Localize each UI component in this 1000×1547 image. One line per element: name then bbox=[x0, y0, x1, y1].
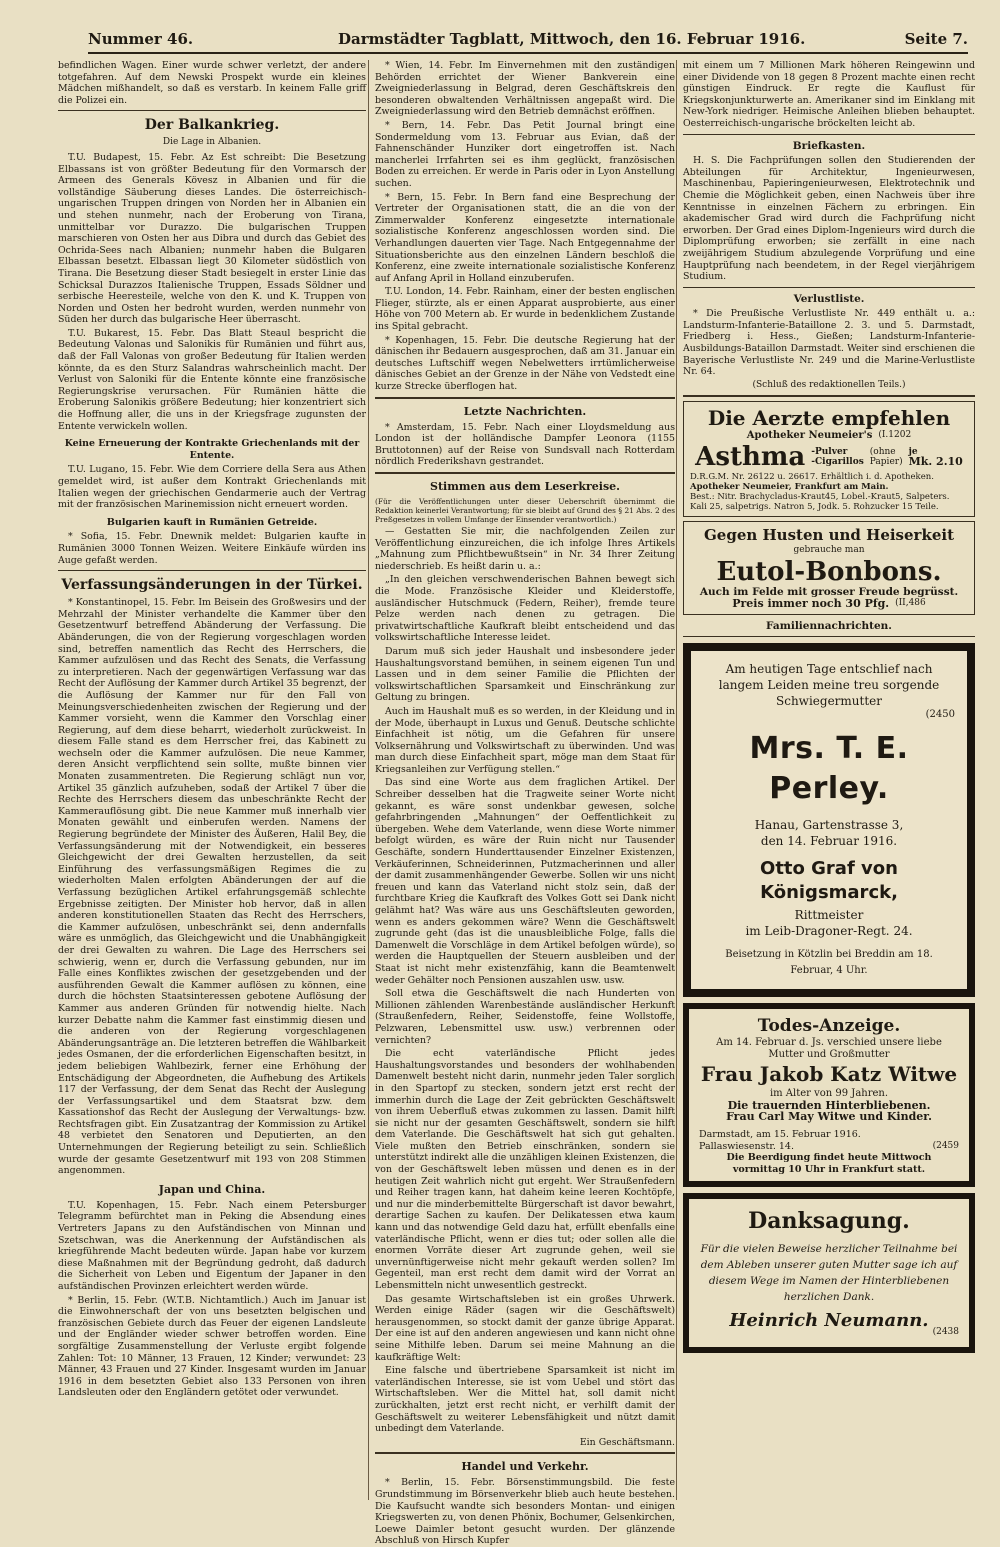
article-paragraph: * Berlin, 15. Febr. Börsenstimmungsbild. Die feste Grundstimmung im Börsenverkehr blieb auch heute bestehen. Die Kaufsucht wandte sich besonders Montan- und einigen Kriegswerten zu, von denen Phönix, Bochumer, Gelsenkirchen, Loewe Daimler betont gesucht wurden. Der glänzende Abschluß von Hirsch Kupfer bbox=[375, 1477, 675, 1547]
paper-title: Darmstädter Tagblatt, Mittwoch, den 16. Februar 1916. bbox=[338, 30, 806, 48]
article-paragraph: * Kopenhagen, 15. Febr. Die deutsche Regierung hat der dänischen ihr Bedauern ausgesprochen, daß am 31. Januar ein deutsches Luftschiff wegen Nebelwetters irrtümlicherweise dänisches Gebiet an der Grenze in der Nähe von Vedstedt eine kurze Strecke überflogen hat. bbox=[375, 334, 675, 393]
ad-variants bbox=[811, 447, 864, 467]
obituary-regiment: im Leib-Dragoner-Regt. 24. bbox=[745, 924, 913, 938]
article-paragraph: * Berlin, 15. Febr. (W.T.B. Nichtamtlich.) Auch im Januar ist die Einwohnerschaft der von uns besetzten belgischen und französischen Gebiete durch das Feuer der eigenen Landsleute und der Engländer wieder schwer betroffen worden. Eine sorgfältige Zusammenstellung der Verluste ergibt folgende Zahlen: Tot: 10 Männer, 13 Frauen, 12 Kinder; verwundet: 23 Männer, 43 Frauen und 27 Kinder. Insgesamt wurden im Januar 1916 in dem besetzten Gebiet also 133 Personen von ihren Landsleuten oder den Engländern getötet oder verwundet. bbox=[58, 1294, 366, 1399]
ad-brand-row bbox=[690, 430, 968, 442]
ad-variant: -Pulver bbox=[811, 447, 848, 458]
article-paragraph: T.U. London, 14. Febr. Rainham, einer der besten englischen Flieger, stürzte, als er einen Apparat ausprobierte, aus einer Höhe von 700 Metern ab. Er wurde in bedenklichem Zustande ins Spital gebracht. bbox=[375, 286, 675, 333]
death-notice-name: Frau Jakob Katz Witwe bbox=[700, 1062, 958, 1087]
ad-price-label: je bbox=[908, 447, 918, 458]
section-heading-family: Familiennachrichten. bbox=[766, 619, 892, 632]
ad-paren bbox=[870, 447, 903, 467]
article-continuation: befindlichen Wagen. Einer wurde schwer verletzt, der andere totgefahren. Auf dem Newski Prospekt wurde ein kleines Mädchen mißhandelt, so daß es verstarb. In keinem Falle griff die Polizei ein. bbox=[58, 60, 366, 106]
article-paragraph: * Konstantinopel, 15. Febr. Im Beisein des Großwesirs und der Mehrzahl der Minister verhandelte die Kammer über den Gesetzentwurf betreffend Abänderung der Verfassung. Die Abänderungen, die von der Regierung vorgeschlagen worden sind, betreffen namentlich das Recht des Herrschers, die Kammer aufzulösen und das Recht des Senats, die Verfassung zu interpretieren. Nach der gegenwärtigen Verfassung war das Recht der Auflösung der Kammer durch Artikel 35 begrenzt, der die Auflösung der Kammer nur für den Fall von Meinungsverschiedenheiten zwischen der Regierung und der Kammer vorsieht, wenn die Kammer den Vorschlag einer Regierung, auf dem diese beharrt, wiederholt zurückweist. In diesem Falle stand es dem Herrscher frei, das Kabinett zu wechseln oder die Kammer aufzulösen. Die neue Kammer, deren Ansicht verpflichtend sein sollte, mußte binnen vier Monaten zusammentreten. Die Regierung schlägt nun vor, Artikel 35 gänzlich aufzuheben, sodaß der Artikel 7 über die Rechte des Herrschers diesem das unbeschränkte Recht der Kammerauflösung gibt. Die neue Kammer muß innerhalb vier Monaten gewählt und einberufen werden. Namens der Regierung begründete der Minister des Äußeren, Halil Bey, die Verfassungsänderung mit der Notwendigkeit, ein besseres Gleichgewicht der drei Gewalten herzustellen, da seit Einführung des verfassungsmäßigen Regimes die zu wiederholten Malen erfolgten Abänderungen der auf die Verfassung bezüglichen Artikel erfahrungsgemäß schlechte Ergebnisse zeitigten. Der Minister hob hervor, daß in allen anderen konstitutionellen Staaten das Recht des Herrschers, die Kammer aufzulösen, unbeschränkt sei, denn andernfalls wäre es unmöglich, das Gleichgewicht und die Unabhängigkeit der drei Gewalten zu wahren. Die Lage des Herrschers sei schwierig, wenn er, durch die Verfassung gebunden, nur im Falle eines Konfliktes zwischen der gesetzgebenden und der ausführenden Gewalt die Kammer auflösen zu können, eine durch die höchsten Staatsinteressen gebotene Auflösung der Kammer aus anderen Gründen für notwendig hielte. Nach kurzer Debatte nahm die Kammer fast einstimmig diesen und die anderen von der Regierung vorgeschlagenen Abänderungsanträge an. Die letzteren betreffen die Wählbarkeit jedes Osmanen, der die erforderlichen Eigenschaften besitzt, in jedem beliebigen Wahlbezirk, ferner eine Erhöhung der Entschädigung der Abgeordneten, die Aufhebung des Artikels 117 der Verfassung, der dem Senat das Recht der Auslegung der Verfassungsartikel und dem Staatsrat bzw. dem Kassationshof das Recht der Auslegung der Verwaltungs- bzw. Rechtsfragen gibt. Ein Zusatzantrag der Kommission zu Artikel 48 verbietet den Senatoren und Deputierten, an den Unternehmungen der Regierung beteiligt zu sein. Schließlich wurde der gesamte Gesetzentwurf mit 193 von 208 Stimmen angenommen. bbox=[58, 597, 366, 1177]
obituary-signer: Otto Graf von Königsmarck, bbox=[760, 858, 898, 903]
divider bbox=[375, 397, 675, 399]
ad-detail: Auch im Felde mit grosser Freude begrüsst. bbox=[699, 585, 959, 598]
section-heading-casualties: Verlustliste. bbox=[793, 292, 865, 305]
death-notice-reference: (2459 bbox=[932, 1140, 959, 1151]
masthead bbox=[88, 30, 968, 54]
ad-price: Preis immer noch 30 Pfg. bbox=[732, 597, 890, 611]
section-heading-bulgaria: Bulgarien kauft in Rumänien Getreide. bbox=[106, 516, 318, 528]
ad-detail: Apotheker Neumeier, Frankfurt am Main. bbox=[690, 482, 889, 493]
section-subheading-albania: Die Lage in Albanien. bbox=[162, 137, 262, 148]
thanks-title: Danksagung. bbox=[748, 1208, 910, 1235]
ad-paren-text: (ohne bbox=[869, 447, 896, 458]
obituary-place: Hanau, Gartenstrasse 3, bbox=[754, 818, 904, 832]
divider bbox=[375, 472, 675, 474]
ad-headline: Die Aerzte empfehlen bbox=[707, 406, 951, 431]
thanks-notice bbox=[683, 1193, 975, 1352]
obituary-rank: Rittmeister bbox=[794, 908, 864, 922]
ad-subline: gebrauche man bbox=[793, 545, 865, 556]
article-paragraph: H. S. Die Fachprüfungen sollen den Studierenden der Abteilungen für Architektur, Ingenieurwesen, Maschinenbau, Papieringenieurwesen, Elektrotechnik und Chemie die Möglichkeit geben, einen Nachweis über ihre Kenntnisse in einzelnen Fächern zu erbringen. Ein akademischer Grad wird durch die Fachprüfung nicht erworben. Der Grad eines Diplom-Ingenieurs wird durch die Diplomprüfung erworben; sie zerfällt in eine nach zweijährigem Studium abzulegende Vorprüfung und eine Hauptprüfung nach beendetem, in der Regel vierjährigem Studium. bbox=[683, 155, 975, 283]
death-notice-mourners: Die trauernden Hinterbliebenen. bbox=[727, 1098, 931, 1112]
divider bbox=[375, 1452, 675, 1454]
death-notice-street: Pallaswiesenstr. 14. bbox=[699, 1140, 794, 1152]
ad-price-row bbox=[690, 598, 968, 610]
article-paragraph: T.U. Lugano, 15. Febr. Wie dem Corriere della Sera aus Athen gemeldet wird, ist außer dem Kontrakt Griechenlands mit Italien wegen der griechischen Gendarmerie auch der Vertrag mit der französischen Marinemission nicht erneuert worden. bbox=[58, 464, 366, 511]
thanks-text: Für die vielen Beweise herzlicher Teilnahme bei dem Ableben unserer guten Mutter sage ich auf diesem Wege im Namen der Hinterbliebenen herzlichen Dank. bbox=[700, 1243, 958, 1304]
death-notice-family: Frau Carl May Witwe und Kinder. bbox=[726, 1110, 932, 1124]
ad-paren-text: Papier) bbox=[869, 457, 903, 468]
obituary-perley bbox=[683, 643, 975, 997]
ad-variant: -Cigarillos bbox=[811, 457, 864, 468]
editorial-end-note: (Schluß des redaktionellen Teils.) bbox=[752, 379, 906, 390]
section-heading-latest: Letzte Nachrichten. bbox=[463, 404, 587, 418]
advertisement-asthma bbox=[683, 401, 975, 517]
section-heading-readers: Stimmen aus dem Leserkreise. bbox=[430, 480, 620, 493]
section-heading-turkey: Verfassungsänderungen in der Türkei. bbox=[61, 577, 363, 594]
section-heading-japan: Japan und China. bbox=[158, 1182, 266, 1196]
thanks-reference: (2438 bbox=[932, 1326, 959, 1337]
death-notice-place: Darmstadt, am 15. Februar 1916. bbox=[699, 1128, 861, 1140]
article-paragraph: Die echt vaterländische Pflicht jedes Haushaltungsvorstandes und besonders der wohlhabenden Damenwelt besteht nicht darin, nunmehr jeden Taler sorglich in den Spartopf zu stecken, sondern jetzt erst recht der immerhin durch die Lage der Zeit gebrückten Geschäftswelt von ihrem Ueberfluß etwas zukommen zu lassen. Damit hilft sie nicht nur der gesamten Geschäftswelt, sondern sie hilft dem Vaterlande. Die Geschäftswelt hat sich gut gehalten. Viele mußten den Betrieb einschränken, sondern sie unterstützt indirekt alle die unzähligen kleinen Existenzen, die von der Geschäftswelt leben müssen und denen es in der heutigen Zeit wahrlich nicht gut ergeht. Wer Straußenfedern und Reiher tragen kann, hat daheim keine leeren Kochtöpfe, und nur die minderbemittelte Bürgerschaft ist davor bewahrt, derartige Sachen zu kaufen. Der Delikatessen etwa kaum kann und das notwendige Geld dazu hat, erfüllt ebenfalls eine vaterländische Pflicht, wenn er dies tut; oder sollen alle die enormen Vorräte dieser Art zugrunde gehen, weil sie unvernünftigerweise nicht mehr gekauft werden sollen? Im Gegenteil, man erst recht dem damit wird der Vorrat an Lebensmitteln nicht unwesentlich gestreckt. bbox=[375, 1048, 675, 1291]
ad-headline: Gegen Husten und Heiserkeit bbox=[703, 526, 955, 545]
obituary-burial: Beisetzung in Kötzlin bei Breddin am 18. Februar, 4 Uhr. bbox=[725, 949, 933, 976]
article-paragraph: T.U. Kopenhagen, 15. Febr. Nach einem Petersburger Telegramm befürchtet man in Peking die Absendung eines Vertreters Japans zu den Aufständischen von Minnan und Szetschwan, was die Anerkennung der Aufständischen als kriegführende Macht bedeuten würde. Japan habe vor kurzem diese Maßnahmen mit der Begründung gedroht, daß dadurch die Sicherheit von Leben und Eigentum der Japaner in den aufständischen Provinzen erleichtert werden würde. bbox=[58, 1199, 366, 1292]
article-paragraph: * Sofia, 15. Febr. Dnewnik meldet: Bulgarien kaufte in Rumänien 3000 Tonnen Weizen. Weitere Einkäufe würden ins Auge gefaßt werden. bbox=[58, 531, 366, 566]
ad-detail: D.R.G.M. Nr. 26122 u. 26617. Erhältlich i. d. Apotheken. bbox=[690, 472, 934, 483]
section-heading-balkan: Der Balkankrieg. bbox=[144, 117, 280, 134]
letter-signature: Ein Geschäftsmann. bbox=[579, 1436, 675, 1448]
article-paragraph: Das sind eine Worte aus dem fraglichen Artikel. Der Schreiber desselben hat die Tragweite seiner Worte nicht gekannt, es wäre sonst undenkbar gewesen, solche gefahrbringenden „Mahnungen“ der Oeffentlichkeit zu übergeben. Wehe dem Vaterlande, wenn diese Worte nimmer befolgt würden, es wäre der Ruin nicht nur Tausender Geschäfte, sondern Hunderttausender Einzelner Existenzen, Verkäuferinnen, Schneiderinnen, Putzmacherinnen und aller der damit zusammenhängender Gewerbe. Sollen wir uns nicht freuen und kann das Vaterland nicht stolz sein, daß der furchtbare Krieg die Kaufkraft des Volkes Gott sei Dank nicht gelähmt hat? Was wäre aus uns Geschäftsleuten geworden, wenn es anders gekommen wäre? Wenn die Geschäftswelt zugrunde geht (das ist die unausbleibliche Folge, falls die Damenwelt die Vorschläge in dem Artikel befolgen würde), so werden die Hauptquellen der Steuern ausbleiben und der Staat ist nicht mehr existenzfähig, kann die Beamtenwelt weder Gehälter noch Pensionen auszahlen usw. usw. bbox=[375, 777, 675, 986]
column-2 bbox=[368, 60, 675, 1547]
ad-reference: (II,486 bbox=[895, 598, 926, 609]
divider bbox=[683, 636, 975, 637]
article-paragraph: Das gesamte Wirtschaftsleben ist ein großes Uhrwerk. Werden einige Räder (sagen wir die Geschäftswelt) herausgenommen, so stockt damit der ganze übrige Apparat. Der eine ist auf den anderen angewiesen und kann nicht ohne seine Mithilfe leben. Darum sei meine Mahnung an die kaufkräftige Welt: bbox=[375, 1293, 675, 1363]
death-notice-katz bbox=[683, 1003, 975, 1187]
obituary-date: den 14. Februar 1916. bbox=[760, 834, 898, 848]
death-notice-title: Todes-Anzeige. bbox=[757, 1016, 901, 1036]
death-notice-street-row bbox=[699, 1141, 959, 1153]
ad-detail: Best.: Nitr. Brachycladus-Kraut45, Lobel.-Kraut5, Salpeters. Kali 25, salpetrigs. Natron 5, Jodk. 5. Rohzucker 15 Teile. bbox=[690, 492, 950, 513]
article-paragraph: Darum muß sich jeder Haushalt und insbesondere jeder Haushaltungsvorstand bemühen, in seinem eigenen Tun und Lassen und in dem seiner Familie die Pflichten der volkswirtschaftlichen Sparsamkeit und Einschränkung zur Geltung zu bringen. bbox=[375, 645, 675, 704]
ad-brand: Apotheker Neumeier's bbox=[746, 430, 873, 442]
ad-product-row bbox=[690, 442, 968, 472]
obituary-reference: (2450 bbox=[925, 709, 955, 721]
article-paragraph: * Die Preußische Verlustliste Nr. 449 enthält u. a.: Landsturm-Infanterie-Bataillone 2. 3. und 5. Darmstadt, Friedberg i. Hess., Gießen; Landsturm-Infanterie-Ausbildungs-Bataillon Darmstadt. Weiter sind erschienen die Bayerische Verlustliste Nr. 249 und die Marine-Verlustliste Nr. 64. bbox=[683, 308, 975, 378]
death-notice-burial: Die Beerdigung findet heute Mittwoch vormittag 10 Uhr in Frankfurt statt. bbox=[726, 1152, 932, 1175]
article-paragraph: Auch im Haushalt muß es so werden, in der Kleidung und in der Mode, überhaupt in Luxus und Genuß. Deutsche schlichte Einfachheit ist nötig, um die Gefahren für unsere Volksernährung und Volkswirtschaft zu überwinden. Und was man durch diese Einfachheit spart, möge man dem Staat für Kriegsanleihen zur Verfügung stellen.“ bbox=[375, 705, 675, 775]
article-paragraph: T.U. Budapest, 15. Febr. Az Est schreibt: Die Besetzung Elbassans ist von größter Bedeutung für den Vormarsch der Armeen des Generals Kövesz in Albanien und für die vollständige Säuberung dieses Landes. Die österreichisch-ungarischen Truppen dringen von Norden her in Albanien ein und stehen nunmehr, nach der Eroberung von Tirana, unmittelbar vor Durazzo. Die bulgarischen Truppen marschieren von Osten her aus Dibra und durch das Gebiet des Ochrida-Sees nach Albanien; nunmehr haben die Bulgaren Elbassan besetzt. Elbassan liegt 30 Kilometer südöstlich von Tirana. Die Besetzung dieser Stadt besiegelt in erster Linie das Schicksal Durazzos Italienische Truppen, Essads Söldner und serbische Heeresteile, welche von den K. und K. Truppen von Norden und Osten her bedroht wurden, werden nunmehr von Süden her durch das bulgarische Heer überrascht. bbox=[58, 151, 366, 326]
article-paragraph: * Amsterdam, 15. Febr. Nach einer Lloydsmeldung aus London ist der holländische Dampfer Leonora (1155 Bruttotonnen) auf der Reise von Sundsvall nach Rotterdam nördlich Frederikshavn gestrandet. bbox=[375, 421, 675, 468]
article-paragraph: * Bern, 15. Febr. In Bern fand eine Besprechung der Vertreter der Organisationen statt, die an die von der Zimmerwalder Konferenz eingesetzte internationale sozialistische Konferenz angeschlossen worden sind. Die Verhandlungen dauerten vier Tage. Nach Entgegennahme der Situationsberichte aus den einzelnen Ländern beschloß die Konferenz, eine zweite internationale sozialistische Konferenz auf Anfang April in Holland einzuberufen. bbox=[375, 191, 675, 284]
article-paragraph: * Wien, 14. Febr. Im Einvernehmen mit den zuständigen Behörden errichtet der Wiener Bankverein eine Zweigniederlassung in Belgrad, deren Geschäftskreis den besonderen obwaltenden Verhältnissen angepaßt wird. Die Zweigniederlassung wird den Betrieb demnächst eröffnen. bbox=[375, 60, 675, 118]
obituary-name: Mrs. T. E. Perley. bbox=[749, 731, 909, 806]
article-paragraph: Eine falsche und übertriebene Sparsamkeit ist nicht im vaterländischen Interesse, sie ist vom Uebel und stört das Wirtschaftsleben. Wer die Mittel hat, soll damit nicht zurückhalten, jetzt erst recht nicht, er verhilft damit der Geschäftswelt zu weiterer Lebensfähigkeit und nützt damit unbedingt dem Vaterlande. bbox=[375, 1365, 675, 1435]
section-heading-greece: Keine Erneuerung der Kontrakte Griechenlands mit der Entente. bbox=[64, 438, 360, 461]
ad-product: Eutol-Bonbons. bbox=[716, 556, 942, 587]
article-paragraph: Soll etwa die Geschäftswelt die nach Hunderten von Millionen zählenden Warenbestände ausländischer Herkunft (Straußenfedern, Reiher, Seidenstoffe, feine Wollstoffe, Pelzwaren, Lebensmittel usw. usw.) verbrennen oder vernichten? bbox=[375, 988, 675, 1046]
article-paragraph: * Bern, 14. Febr. Das Petit Journal bringt eine Sondermeldung vom 13. Februar aus Evian, daß der Fahnenschänder Hunziker dort eingetroffen ist. Nach mancherlei Irrfahrten sei es ihm geglückt, französischen Boden zu erreichen. Er werde in Paris oder in Lyon Anstellung suchen. bbox=[375, 119, 675, 189]
advertisement-eutol bbox=[683, 521, 975, 615]
divider bbox=[683, 134, 975, 135]
obituary-intro: Am heutigen Tage entschlief nach langem Leiden meine treu sorgende Schwiegermutter bbox=[718, 662, 940, 709]
thanks-signer: Heinrich Neumann. bbox=[729, 1310, 929, 1332]
column-3 bbox=[676, 60, 975, 1500]
ad-price-value: Mk. 2.10 bbox=[908, 455, 963, 469]
ad-reference: (I.1202 bbox=[878, 430, 912, 441]
page-number: Seite 7. bbox=[904, 30, 968, 48]
article-paragraph: „In den gleichen verschwenderischen Bahnen bewegt sich die Mode. Französische Kleider und Kleiderstoffe, ausländischer Hutschmuck (Federn, Reiher), fremde teure Pelze werden nach denen zu getragen. Die privatwirtschaftliche Kaufkraft bleibt entscheidend und das volkswirtschaftliche Interesse leidet. bbox=[375, 574, 675, 644]
issue-number: Nummer 46. bbox=[88, 30, 194, 48]
article-paragraph: T.U. Bukarest, 15. Febr. Das Blatt Steaul bespricht die Bedeutung Valonas und Salonikis für Rumänien und führt aus, daß der Fall Valonas von großer Bedeutung für Italien werden könnte, da es den Sturz Salandras wahrscheinlich macht. Der Verlust von Saloniki für die Entente könnte eine französische Regierungskrise verursachen. Für Rumänien hätte die Eroberung Salonikis größere Bedeutung; hier konzentriert sich die Hoffnung aller, die uns in der Kriegsfrage zugunsten der Entente verwickeln wollen. bbox=[58, 327, 366, 432]
divider bbox=[58, 570, 366, 571]
death-notice-age: im Alter von 99 Jahren. bbox=[769, 1088, 889, 1100]
article-continuation: mit einem um 7 Millionen Mark höheren Reingewinn und einer Dividende von 18 gegen 8 Prozent machte einen recht günstigen Eindruck. Er regte die Kauflust für Kriegskonjunkturwerte an. Amerikaner sind im Einklang mit New-York niedriger. Heimische Anleihen blieben behauptet. Oesterreichisch-ungarische bröckelten leicht ab. bbox=[683, 60, 975, 129]
section-heading-trade: Handel und Verkehr. bbox=[461, 1460, 589, 1474]
ad-price bbox=[909, 447, 963, 467]
article-paragraph: — Gestatten Sie mir, die nachfolgenden Zeilen zur Veröffentlichung einzureichen, die ich infolge Ihres Artikels „Mahnung zum Pflichtbewußtsein“ in Nr. 34 Ihrer Zeitung niederschrieb. Es heißt darin u. a.: bbox=[375, 526, 675, 572]
divider bbox=[683, 395, 975, 397]
ad-product: Asthma bbox=[695, 442, 806, 473]
divider bbox=[683, 287, 975, 288]
column-1 bbox=[58, 60, 366, 1500]
section-heading-letterbox: Briefkasten. bbox=[792, 139, 866, 152]
divider bbox=[58, 110, 366, 111]
editorial-note: (Für die Veröffentlichungen unter dieser Ueberschrift übernimmt die Redaktion keinerlei Verantwortung; für sie bleibt auf Grund des § 21 Abs. 2 des Preßgesetzes in vollem Umfange der Einsender verantwortlich.) bbox=[375, 497, 675, 524]
death-notice-intro: Am 14. Februar d. Js. verschied unsere liebe Mutter und Großmutter bbox=[716, 1037, 942, 1060]
